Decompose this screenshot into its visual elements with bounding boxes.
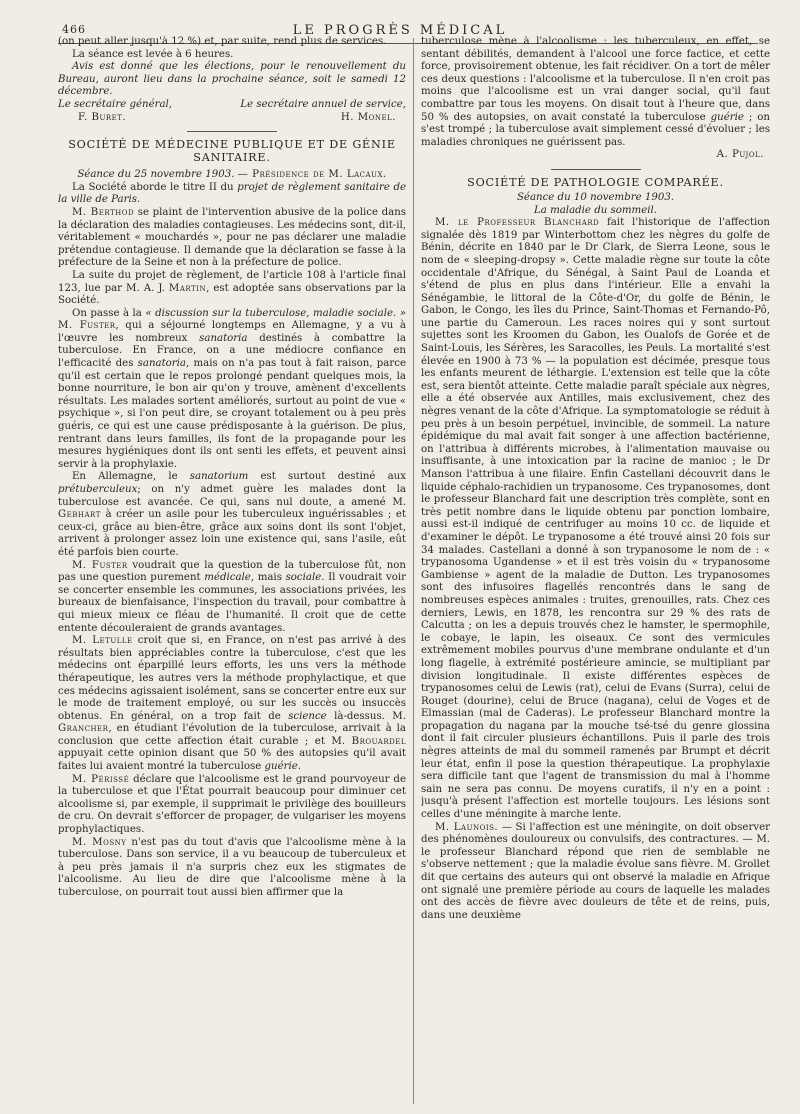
text-run: On passe à la: [72, 307, 146, 319]
paragraph: [58, 837, 406, 900]
text-run: ; on n'y admet guère les malades dont la tuberculose est avancée. Ce qui, sans nul doute, a amené M.: [58, 484, 406, 508]
section-title: SOCIÉTÉ DE PATHOLOGIE COMPARÉE.: [467, 175, 724, 189]
signature-name: F. Buret.: [78, 111, 127, 123]
journal-title: LE PROGRÈS MÉDICAL: [292, 23, 508, 38]
text-run: se plaint de l'intervention abusive de la police dans la déclaration des maladies contagieuses. Les médecins sont, dit-il, véritablement « mouchardés », pour ne pas déclarer une maladie prétendue contagieuse. Il demande que la déclaration se fasse à la préfecture de la Seine et non à la préfecture de police.: [58, 206, 406, 269]
election-notice: Avis est donné que les élections, pour le renouvellement du Bureau, auront lieu dans la prochaine séance, soit le samedi 12 décembre.: [58, 61, 406, 98]
text-run: appuyait cette opinion disant que 50 % des autopsies qu'il avait faites lui avaient montré la tuberculose: [58, 748, 406, 773]
text-run: sociale: [285, 572, 322, 584]
signature-role: Le secrétaire annuel de service,: [240, 98, 406, 110]
text-run: n'est pas du tout d'avis que l'alcoolisme mène à la tuberculose. Dans son service, il a vu beaucoup de tuberculeux et à peu près jamais il n'a surpris chez eux les stigmates de l'alcoolisme. Au lieu de dire que l'alcoolisme mène à la tuberculose, on pourrait tout aussi bien affirmer que la: [58, 836, 406, 898]
speaker-name: Martin: [168, 282, 207, 294]
left-column: [58, 36, 406, 1104]
text-run: « discussion sur la tuberculose, maladie sociale. »: [145, 307, 406, 319]
section-divider: [551, 169, 641, 170]
text-run: destinés à combattre la tuberculose. En France, on a une médiocre confiance en l'efficacité des: [58, 332, 406, 370]
text-run: projet de règlement sanitaire de la ville de Paris.: [58, 181, 406, 206]
text-run: voudrait que la question de la tuberculose fût, non pas une question purement: [58, 559, 406, 584]
paragraph: [58, 560, 406, 636]
speaker-name: Grancher: [58, 723, 109, 735]
text-run: , qui a séjourné longtemps en Allemagne, y a vu à l'œuvre les nombreux: [58, 320, 406, 344]
text-run: est surtout destiné aux: [248, 471, 406, 483]
text-run: . Il voudrait voir se concerter ensemble les communes, les associations privées, les bureaux de bienfaisance, l'inspection du travail, pour combattre à qui mieux mieux ce fléau de l'humanité. Il croit que de cette entente découleraient de grands avantages.: [58, 572, 406, 634]
paragraph: [421, 822, 770, 923]
speaker-name: Brouardel: [351, 735, 406, 747]
paragraph: [58, 270, 406, 308]
signature-name: A. Pujol.: [716, 149, 764, 161]
text-run: science: [288, 710, 327, 722]
signature-names: [58, 112, 406, 125]
speaker-name: M. Letulle: [72, 635, 133, 647]
session-line: [58, 169, 406, 182]
paragraph: [58, 308, 406, 472]
text-run: fait l'historique de l'affection signalée dès 1819 par Winterbottom chez les nègres du golfe de Bénin, décrite en 1840 par le Dr Clark, de Sierra Leone, sous le nom de « sleeping-dropsy ». Cette maladie règne sur toute la côte occidentale d'Afrique, du Sénégal, à Saint Paul de Loanda et s'étend de plus en plus dans l'intérieur. Elle a envahi la Sénégambie, le littoral de la Côte-d'Or, du golfe de Bénin, le Gabon, le Congo, les îles du Prince, Saint-Thomas et Fernando-Pô, une partie du Cameroun. Les races noires qui y sont surtout sujettes sont les Kroomen du Gabon, les Oualofs de Gorée et de Saint-Louis, les Sérères, les Saracolles, les Peuls. La mortalité s'est élevée en 1900 à 73 % — la population est décimée, presque tous les enfants meurent de léthargie. L'extension est telle que la côte est, sera bientôt atteinte. Cette maladie paraît spéciale aux nègres, elle a été observée aux Antilles, mais exclusivement, chez des nègres venant de la côte d'Afrique. La symptomatologie se réduit à peu près à un besoin perpétuel, invincible, de sommeil. La nature épidémique du mal avait fait songer à une affection bactérienne, on l'attribua à différents microbes, à l'alimentation mauvaise ou insuffisante, à une intoxication par la racine de manioc ; le Dr Manson l'attribua à une filaire. Enfin Castellani découvrit dans le liquide céphalo-rachidien un trypanosome. Ces trypanosomes, dont le professeur Blanchard fait une description très complète, sont en très petit nombre dans le liquide obtenu par ponction lombaire, aussi est-il indiqué de centrifuger au moins 10 cc. de liquide et d'examiner le dépôt. Le trypanosome a été trouvé ainsi 20 fois sur 34 malades. Castellani a donné à son trypanosome le nom de : « trypanosoma Ugandense » et il est très voisin du « trypanosome Gambiense » agent de la maladie de Dutton. Les trypanosomes sont des infusoires flagellés rencontrés dans le sang de nombreuses espèces animales : truites, grenouilles, rats. Chez ces derniers, Lewis, en 1878, les rencontra sur 29 % des rats de Calcutta ; on les a depuis trouvés chez le hamster, le spermophile, le cobaye, le lapin, les oiseaux. Ce sont des vermicules extrêmement mobiles pourvus d'une membrane ondulante et d'un long flagelle, à extrémité postérieure amincie, se multipliant par division longitudinale. Il existe différentes espèces de trypanosomes celui de Lewis (rat), celui de Evans (Surra), celui de Rouget (dourine), celui de Bruce (nagana), celui de Voges et de Elmassian (mal de Caderas). Le professeur Blanchard montre la propagation du nagana par la mouche tsé-tsé du genre glossina dont il fait circuler plusieurs échantillons. Puis il parle des trois nègres atteints de mal du sommeil ramenés par Brumpt et décrit leur état, enfin il pose la question thérapeutique. La prophylaxie sera difficile tant que l'agent de transmission du mal à l'homme sain ne sera pas connu. De moyens curatifs, il n'y en a point : jusqu'à présent l'affection est mortelle toujours. Les lésions sont celles d'une méningite à marche lente.: [421, 217, 770, 821]
session-date: Séance du 25 novembre 1903.: [77, 169, 235, 181]
text-run: guérie: [710, 111, 744, 123]
signature-name: H. Monel.: [340, 111, 396, 123]
column-separator: [413, 38, 414, 1104]
text-run: à créer un asile pour les tuberculeux inguérissables ; et ceux-ci, grâce au bien-être, grâce aux soins dont ils sont l'objet, arrivent à prolonger assez loin une existence qui, sans l'asile, eût été parfois bien courte.: [58, 509, 406, 558]
text-run: La suite du projet de règlement, de l'article 108 à l'article final 123, lue par M. A. J.: [58, 269, 406, 294]
text-run: sanatoria: [199, 332, 248, 344]
signature-role: Le secrétaire général,: [58, 98, 173, 110]
signature-roles: [58, 99, 406, 112]
speaker-name: M. le Professeur Blanchard: [435, 217, 600, 229]
text-run: .: [297, 761, 302, 773]
paragraph: [58, 635, 406, 774]
text-run: , en étudiant l'évolution de la tuberculose, arrivait à la conclusion que cette affection était curable ; et M.: [58, 723, 406, 747]
section-divider: [187, 131, 277, 132]
text-run: tuberculose mène à l'alcoolisme : les tuberculeux, en effet, se sentant débilités, demandent à l'alcool une force factice, et cette force, provisoirement obtenue, les fait récidiver. On a tort de mêler ces deux questions : l'alcoolisme et la tuberculose. Il n'en croit pas moins que l'alcoolisme est un vrai danger social, qu'il faut combattre par tous les moyens. On disait tout à l'heure que, dans 50 % des autopsies, on avait constaté la tuberculose: [421, 36, 770, 123]
page-number: 466: [62, 23, 86, 36]
paragraph: [58, 774, 406, 837]
session-presidency: — Présidence de M. Lacaux.: [237, 169, 387, 181]
text-run: croit que si, en France, on n'est pas arrivé à des résultats bien appréciables contre la tuberculose, c'est que les médecins ont éparpillé leurs efforts, les uns vers la méthode thérapeutique, les autres vers la méthode prophylactique, et que ces médecins agissaient isolément, sans se concerter entre eux sur le mode de traitement employé, ou sur les succès ou insuccès obtenus. En général, on a trop fait de: [58, 635, 406, 722]
text-run: déclare que l'alcoolisme est le grand pourvoyeur de la tuberculose et que l'État pourrait beaucoup pour diminuer cet alcoolisme si, par exemple, il supprimait le privilège des bouilleurs de cru. On devrait s'efforcer de propager, de vulgariser les moyens prophylactiques.: [58, 773, 406, 836]
speaker-name: M. Launois.: [435, 821, 499, 833]
paragraph: La séance est levée à 6 heures.: [72, 48, 234, 60]
speaker-name: M. Mosny: [72, 836, 127, 848]
text-run: là-dessus. M.: [326, 710, 406, 722]
text-run: La Société aborde le titre II du: [72, 181, 238, 193]
text-run: En Allemagne, le: [72, 471, 190, 483]
section-title: SOCIÉTÉ DE MÉDECINE PUBLIQUE ET DE GÉNIE SANITAIRE.: [68, 138, 396, 165]
paragraph: [421, 36, 770, 149]
text-run: — Si l'affection est une méningite, on doit observer des phénomènes douloureux ou convulsifs, des contractures. — M. le professeur Blanchard répond que rien de semblable ne s'observe nettement ; que la maladie évolue sans fièvre. M. Grollet dit que certains des auteurs qui ont observé la maladie en Afrique ont signalé une première période au cours de laquelle les malades ont des accès de fièvre avec douleurs de tête et de reins, puis, dans une deuxième: [421, 821, 770, 921]
speaker-name: M. Fuster: [72, 559, 128, 571]
paragraph: (on peut aller jusqu'à 12 %) et, par suite, rend plus de services.: [58, 36, 387, 47]
right-column: [421, 36, 770, 1104]
speaker-name: Gebhart: [58, 509, 101, 521]
text-run: sanatoria: [137, 358, 187, 370]
text-run: prétuberculeux: [58, 484, 138, 495]
text-run: sanatorium: [189, 471, 249, 483]
text-run: , mais on n'a pas tout à fait raison, parce qu'il est certain que le repos prolongé pendant quelques mois, la bonne nourriture, le bon air qu'on y trouve, amènent d'excellents résultats. Les malades sortent améliorés, surtout au point de vue « psychique », si l'on peut dire, se croyant totalement ou à peu près guéris, ce qui est une cause prédisposante à la guérison. De plus, rentrant dans leurs familles, ils font de la propagande pour les mesures hygiéniques dont ils ont senti les effets, et peuvent ainsi servir à la prophylaxie.: [58, 358, 406, 470]
text-run: , mais: [250, 572, 286, 584]
paragraph: [58, 207, 406, 270]
paragraph: [58, 182, 406, 207]
session-subject: La maladie du sommeil.: [534, 204, 657, 216]
text-run: guérie: [264, 761, 298, 773]
paragraph: [421, 217, 770, 822]
speaker-name: M. Berthod: [72, 206, 135, 218]
speaker-name: M. Périssé: [72, 773, 130, 785]
text-run: ; on s'est trompé ; la tuberculose avait simplement cessé d'évoluer ; les maladies chroniques ne guérissent pas.: [421, 111, 770, 148]
paragraph: [58, 471, 406, 559]
speaker-name: M. Fuster: [58, 320, 116, 332]
session-date: Séance du 10 novembre 1903.: [516, 191, 675, 203]
text-run: médicale: [204, 572, 251, 584]
text-run: , est adoptée sans observations par la Société.: [58, 282, 406, 307]
